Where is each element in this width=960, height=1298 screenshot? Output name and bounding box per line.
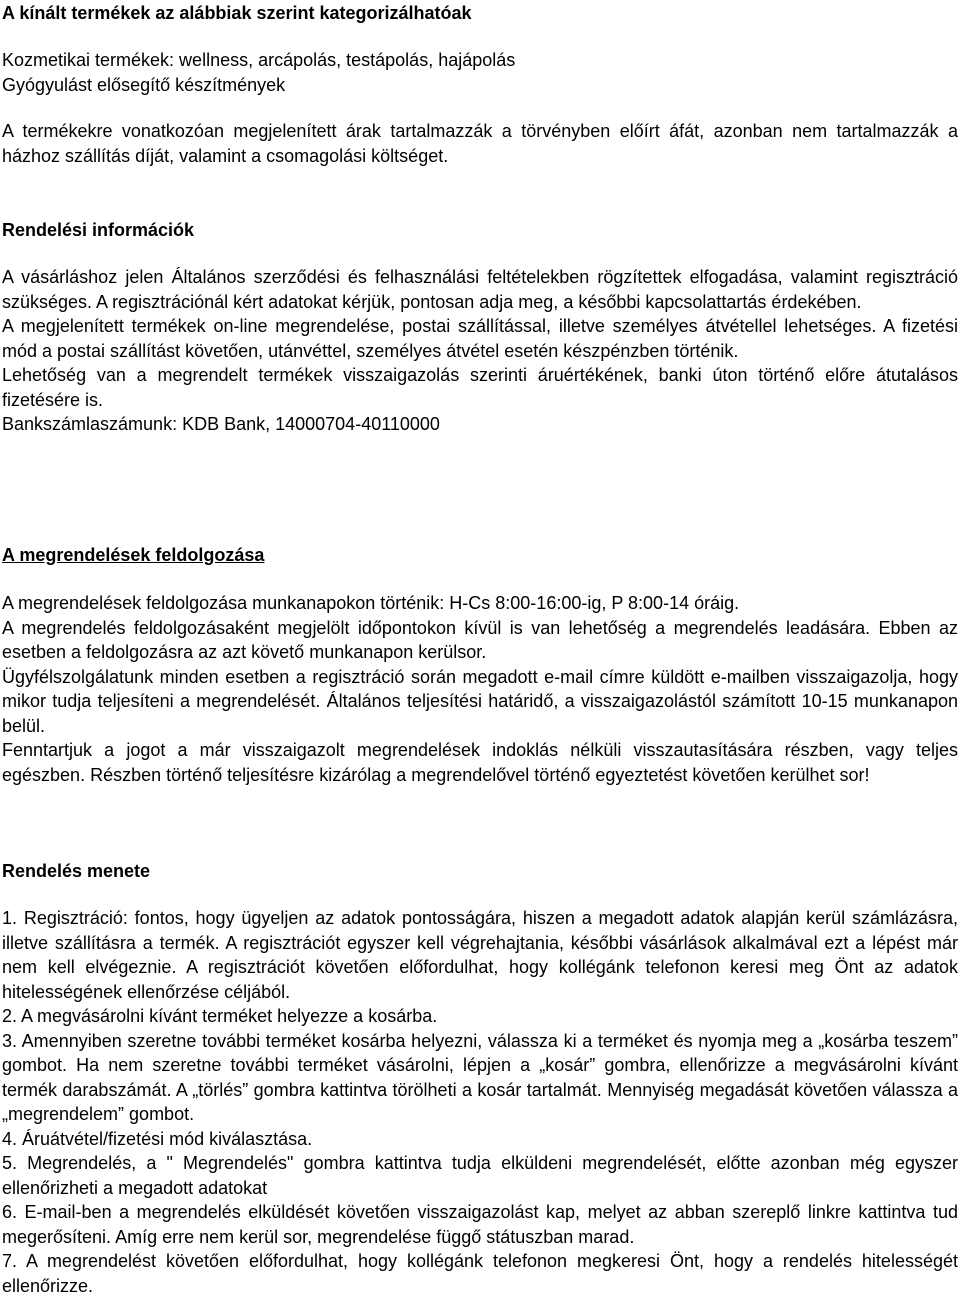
processing-paragraph: Ügyfélszolgálatunk minden esetben a regisztráció során megadott e-mail címre küldött e-mailben visszaigazolja, hogy mikor tudja teljesíteni a megrendelését. Általános teljesítési határidő, a visszaigazolástól számított 10-15 munkanapon belül. [2,666,958,736]
price-note-text: A termékekre vonatkozóan megjelenített árak tartalmazzák a törvényben előírt áfát, azonban nem tartalmazzák a házhoz szállítás díját, valamint a csomagolási költséget. [2,121,958,166]
ordering-info-paragraph: A vásárláshoz jelen Általános szerződési és felhasználási feltételekben rögzítettek elfogadása, valamint regisztráció szükséges. A regisztrációnál kért adatokat kérjük, pontosan adja meg, a későbbi kapcsolattartás érdekében. [2,267,958,312]
processing-body [2,591,958,787]
processing-paragraph: Fenntartjuk a jogot a már visszaigazolt megrendelések indoklás nélküli visszautasítására részben, vagy teljes egészben. Részben történő teljesítésre kizárólag a megrendelővel történő egyeztetést követően kerülhet sor! [2,740,958,785]
processing-paragraph: A megrendelés feldolgozásaként megjelölt időpontokon kívül is van lehetőség a megrendelés leadására. Ebben az esetben a feldolgozásra az azt követő munkanapon kerülsor. [2,617,958,662]
category-section [2,1,958,25]
category-heading: A kínált termékek az alábbiak szerint kategorizálhatóak [2,3,472,23]
ordering-info-body [2,265,958,437]
ordering-info-section [2,218,958,242]
price-note [2,119,958,168]
ordering-info-paragraph: A megjelenített termékek on-line megrendelése, postai szállítással, illetve személyes átvétellel lehetséges. A fizetési mód a postai szállítást követően, utánvéttel, személyes átvétel esetén készpénzben történik. [2,316,958,361]
processing-paragraph: A megrendelések feldolgozása munkanapokon történik: H-Cs 8:00-16:00-ig, P 8:00-14 óráig. [2,593,740,613]
process-step: 4. Áruátvétel/fizetési mód kiválasztása. [2,1128,313,1149]
processing-heading: A megrendelések feldolgozása [2,545,265,565]
process-step: 5. Megrendelés, a " Megrendelés" gombra kattintva tudja elküldeni megrendelését, előtte azonban még egyszer ellenőrizheti a megadott adatokat [2,1153,958,1198]
category-line-healing: Gyógyulást elősegítő készítmények [2,74,286,95]
process-heading: Rendelés menete [2,861,151,881]
category-list [2,48,958,97]
process-steps [2,906,958,1298]
process-step: 6. E-mail-ben a megrendelés elküldését követően visszaigazolást kap, melyet az abban szereplő linkre kattintva tud megerősíteni. Amíg erre nem kerül sor, megrendelése függő státuszban marad. [2,1202,958,1247]
process-section [2,859,958,883]
ordering-info-heading: Rendelési információk [2,220,195,240]
category-line-cosmetics: Kozmetikai termékek: wellness, arcápolás, testápolás, hajápolás [2,50,516,70]
process-step: 2. A megvásárolni kívánt terméket helyezze a kosárba. [2,1006,438,1026]
bank-account: Bankszámlaszámunk: KDB Bank, 14000704-40110000 [2,414,440,434]
process-step: 1. Regisztráció: fontos, hogy ügyeljen az adatok pontosságára, hiszen a megadott adatok alapján kerül számlázásra, illetve szállításra a termék. A regisztrációt egyszer kell végrehajtania, későbbi vásárlások alkalmával ezt a lépést már nem kell elvégeznie. A regisztrációt követően előfordulhat, hogy kollégánk telefonon keresi meg Önt az adatok hitelességének ellenőrzése céljából. [2,908,958,1002]
process-step: 3. Amennyiben szeretne további terméket kosárba helyezni, válassza ki a terméket és nyomja meg a „kosárba teszem” gombot. Ha nem szeretne további terméket vásárolni, lépjen a „kosár” gombra, ellenőrizze a megvásárolni kívánt termék darabszámát. A „törlés” gombra kattintva törölheti a kosár tartalmát. Mennyiség megadását követően válassza a „megrendelem” gombot. [2,1030,958,1124]
processing-section [2,543,958,567]
process-step: 7. A megrendelést követően előfordulhat, hogy kollégánk telefonon megkeresi Önt, hogy a rendelés hitelességét ellenőrizze. [2,1251,958,1296]
ordering-info-paragraph: Lehetőség van a megrendelt termékek visszaigazolás szerinti áruértékének, banki úton történő előre átutalásos fizetésére is. [2,365,958,410]
